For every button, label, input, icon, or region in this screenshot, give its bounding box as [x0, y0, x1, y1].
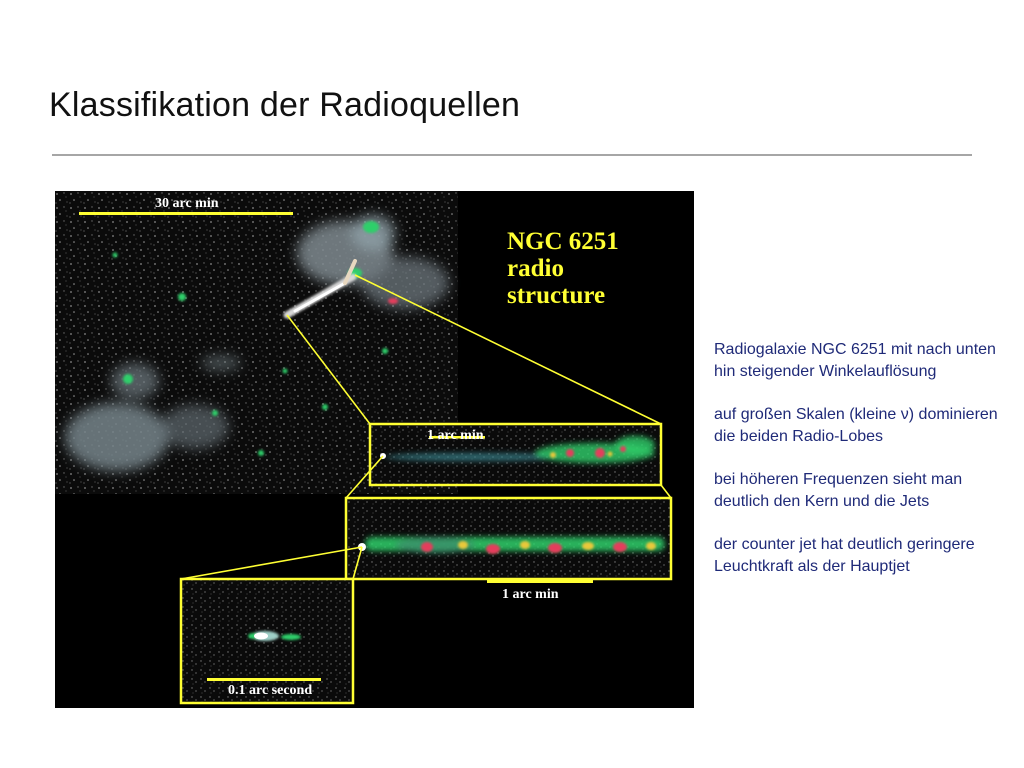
figure-heading-line-2: radio	[507, 255, 564, 282]
figure-heading-line-3: structure	[507, 282, 606, 309]
radio-structure-figure	[55, 191, 694, 708]
figure-heading-line-1: NGC 6251	[507, 228, 619, 255]
note-4: der counter jet hat deutlich geringere Leuchtkraft als der Hauptjet	[714, 536, 975, 575]
title-divider	[52, 154, 972, 156]
scale-label-core: 0.1 arc second	[228, 683, 313, 698]
slide-title: Klassifikation der Radioquellen	[49, 86, 521, 124]
note-3: bei höheren Frequenzen sieht man deutlich den Kern und die Jets	[714, 471, 963, 510]
scale-label-jet-zoom: 1 arc min	[502, 587, 559, 602]
jet-strip-panel	[370, 424, 661, 485]
notes-list	[714, 339, 1000, 599]
scale-label-wide: 30 arc min	[155, 196, 219, 211]
zoom-connectors-3	[181, 547, 362, 579]
note-1: Radiogalaxie NGC 6251 mit nach unten hin steigender Winkelauflösung	[714, 341, 996, 380]
figure-heading	[507, 228, 625, 309]
note-2: auf großen Skalen (kleine ν) dominieren die beiden Radio-Lobes	[714, 406, 998, 445]
scale-label-jet-strip: 1 arc min	[427, 428, 484, 443]
jet-zoom-panel	[346, 498, 671, 583]
wide-field-scale-bar	[79, 212, 293, 215]
ngc6251-radio-image	[55, 191, 694, 708]
